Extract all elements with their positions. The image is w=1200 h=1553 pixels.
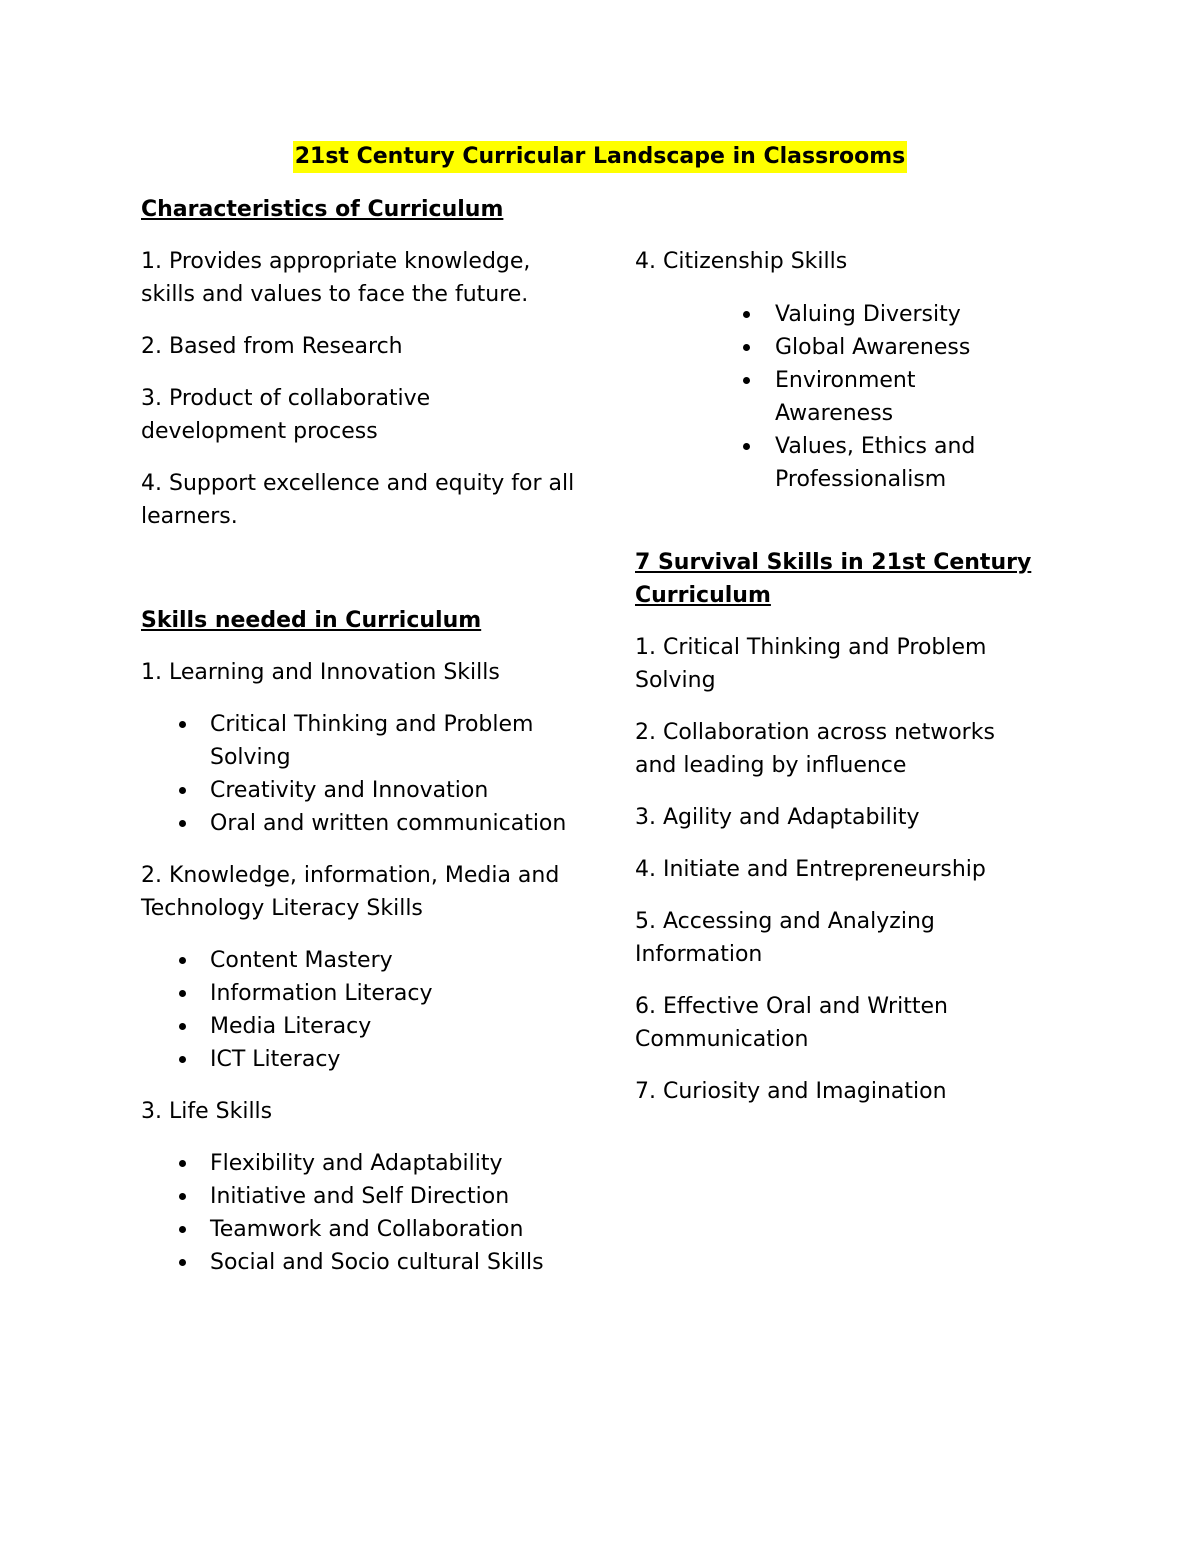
skill-bullet: Creativity and Innovation bbox=[141, 774, 581, 807]
skill-bullet: Critical Thinking and Problem Solving bbox=[141, 708, 581, 774]
skill-group-label: 1. Learning and Innovation Skills bbox=[141, 660, 500, 685]
characteristic-item: 1. Provides appropriate knowledge, skills and values to face the future. bbox=[141, 249, 531, 307]
skill-bullet: Social and Socio cultural Skills bbox=[141, 1246, 581, 1279]
skill-group-label: 2. Knowledge, information, Media and Technology Literacy Skills bbox=[141, 863, 560, 921]
skill-bullet: Initiative and Self Direction bbox=[141, 1180, 581, 1213]
survival-item: 6. Effective Oral and Written Communication bbox=[635, 994, 948, 1052]
survival-item: 3. Agility and Adaptability bbox=[635, 805, 920, 830]
characteristics-heading: Characteristics of Curriculum bbox=[141, 197, 504, 222]
skill-bullet: Flexibility and Adaptability bbox=[141, 1147, 581, 1180]
skills-heading: Skills needed in Curriculum bbox=[141, 608, 482, 633]
skill-bullet: Values, Ethics and Professionalism bbox=[635, 430, 985, 496]
skill-bullet: Information Literacy bbox=[141, 977, 581, 1010]
skill-group-label: 4. Citizenship Skills bbox=[635, 249, 848, 274]
survival-item: 2. Collaboration across networks and leading by influence bbox=[635, 720, 995, 778]
survival-item: 5. Accessing and Analyzing Information bbox=[635, 909, 935, 967]
skill-bullet: Media Literacy bbox=[141, 1010, 581, 1043]
skill-bullet-list bbox=[141, 1147, 581, 1279]
skill-bullet: Global Awareness bbox=[635, 331, 1035, 364]
characteristic-item: 4. Support excellence and equity for all learners. bbox=[141, 471, 575, 529]
skill-bullet: Valuing Diversity bbox=[635, 298, 1035, 331]
survival-item: 1. Critical Thinking and Problem Solving bbox=[635, 635, 987, 693]
page-title: 21st Century Curricular Landscape in Classrooms bbox=[293, 141, 908, 173]
survival-heading: 7 Survival Skills in 21st Century Curriculum bbox=[635, 550, 1032, 608]
survival-item: 7. Curiosity and Imagination bbox=[635, 1079, 947, 1104]
skill-bullet-list bbox=[635, 298, 1035, 496]
right-column bbox=[635, 245, 1065, 1127]
skill-bullet-list bbox=[141, 944, 581, 1076]
title-wrap bbox=[0, 140, 1200, 173]
characteristic-item: 2. Based from Research bbox=[141, 334, 403, 359]
skill-bullet: Content Mastery bbox=[141, 944, 581, 977]
left-column bbox=[141, 193, 581, 1298]
skill-bullet: Oral and written communication bbox=[141, 807, 581, 840]
characteristic-item: 3. Product of collaborative development process bbox=[141, 386, 431, 444]
skill-bullet: Teamwork and Collaboration bbox=[141, 1213, 581, 1246]
skill-bullet-list bbox=[141, 708, 581, 840]
skill-bullet: Environment Awareness bbox=[635, 364, 1035, 430]
survival-item: 4. Initiate and Entrepreneurship bbox=[635, 857, 986, 882]
skill-bullet: ICT Literacy bbox=[141, 1043, 581, 1076]
skill-group-label: 3. Life Skills bbox=[141, 1099, 273, 1124]
